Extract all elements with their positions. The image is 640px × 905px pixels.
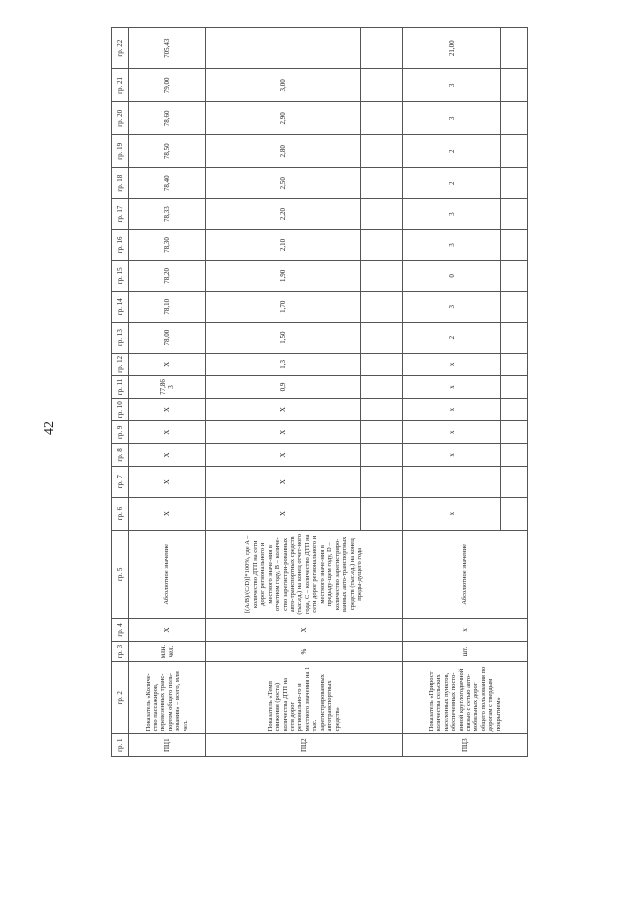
column-header: гр. 5 [112,530,129,619]
table-cell: х [402,619,527,642]
table-cell: х [402,353,500,376]
table-cell: 1,90 [205,260,360,291]
column-header: гр. 21 [112,69,129,102]
table-cell: Х [129,497,206,530]
column-header: гр. 18 [112,168,129,199]
table-row [129,28,206,757]
table-cell: Х [129,421,206,444]
table-cell: Х [205,619,402,642]
column-header: гр. 6 [112,497,129,530]
table-cell: Х [205,398,360,421]
table-cell: % [205,641,402,662]
table-cell: 78,00 [129,322,206,353]
table-cell [501,199,528,230]
table-cell [501,135,528,168]
column-header: гр. 20 [112,102,129,135]
table-cell [360,230,402,261]
table-cell: Х [129,398,206,421]
table-cell: Показатель «Темп снижения (роста) количества ДТП на сети дорог регионально-го и местного значения на 1 тыс. зарегистрированных автотранспортных средств» [205,662,402,734]
table-cell: Х [129,466,206,497]
table-cell: 2 [402,322,500,353]
table-row [402,28,500,757]
table-cell [501,322,528,353]
table-cell: 3 [402,230,500,261]
table-cell [360,444,402,467]
table-cell: ПЦ1 [129,734,206,757]
table-cell: х [402,497,500,530]
column-header: гр. 3 [112,641,129,662]
table-cell: 77,86 3 [129,376,206,399]
table-cell [360,376,402,399]
column-header: гр. 12 [112,353,129,376]
column-header: гр. 2 [112,662,129,734]
table-cell: х [402,421,500,444]
table-cell [360,260,402,291]
table-cell: 1,70 [205,291,360,322]
column-header: гр. 15 [112,260,129,291]
table-cell [360,291,402,322]
indicator-table [111,27,528,757]
table-cell [501,376,528,399]
table-cell [501,260,528,291]
table-cell: Абсолютное значение [402,530,527,619]
column-header: гр. 19 [112,135,129,168]
table-cell: 0,9 [205,376,360,399]
table-cell [501,102,528,135]
header-row [112,28,129,757]
table-cell: 3,00 [205,69,360,102]
table-cell: Х [205,444,360,467]
table-cell: Х [205,466,360,497]
table-cell: 78,10 [129,291,206,322]
table-cell: 2 [402,135,500,168]
column-header: гр. 11 [112,376,129,399]
table-cell: 3 [402,102,500,135]
table-cell [402,466,500,497]
table-cell: 1,50 [205,322,360,353]
table-cell: 78,50 [129,135,206,168]
table-cell: Х [205,421,360,444]
table-cell: 2,20 [205,199,360,230]
table-cell: ПЦ2 [205,734,402,757]
table-cell [205,28,360,69]
rotated-table-container [111,27,528,757]
table-cell: [(A/B)/(C/D)]*100%, где A – количество ДТП на сети дорог регионального и местного значе-ния в отчетном году, B – количе-ство зарегистри-рованных авто-транспортных средств (тыс.ед.) на конец отчет-ного года, C – количество ДТП на сети дорог регионального и местного значе-ния в предыду-щем году, D – количество зарегистриро-ванных авто-транспортных средств (тыс.ед.) на конец преды-дущего года [205,530,402,619]
table-row [205,28,360,757]
table-cell [501,466,528,497]
table-cell: 78,20 [129,260,206,291]
column-header: гр. 1 [112,734,129,757]
table-cell [501,291,528,322]
column-header: гр. 13 [112,322,129,353]
table-cell [501,421,528,444]
column-header: гр. 22 [112,28,129,69]
table-cell: Х [205,497,360,530]
column-header: гр. 14 [112,291,129,322]
column-header: гр. 10 [112,398,129,421]
column-header: гр. 9 [112,421,129,444]
table-cell [360,497,402,530]
table-cell [501,168,528,199]
table-cell: 21,00 [402,28,500,69]
table-cell: 2,90 [205,102,360,135]
table-cell: Абсолютное значение [129,530,206,619]
table-cell: 2,50 [205,168,360,199]
column-header: гр. 16 [112,230,129,261]
table-cell [501,398,528,421]
table-cell [501,230,528,261]
table-cell: 78,33 [129,199,206,230]
table-cell [501,28,528,69]
table-cell: Х [129,353,206,376]
table-cell: Х [129,444,206,467]
table-cell [501,444,528,467]
column-header: гр. 8 [112,444,129,467]
table-cell [360,69,402,102]
table-cell: 1,3 [205,353,360,376]
table-cell [501,353,528,376]
table-cell [360,322,402,353]
table-cell: х [402,398,500,421]
table-cell [360,102,402,135]
column-header: гр. 17 [112,199,129,230]
table-cell: Показатель «Прирост количества сельских населенных пунктов, обеспеченных посто-янной круглогодичной связью с сетью авто-мобильных дорог общего пользования по дорогам с твердым покрытием» [402,662,527,734]
table-cell [360,168,402,199]
table-body [129,28,528,757]
table-cell: 3 [402,291,500,322]
table-cell [360,421,402,444]
table-cell [360,398,402,421]
column-header: гр. 7 [112,466,129,497]
table-cell: 2,10 [205,230,360,261]
table-cell [360,466,402,497]
column-header: гр. 4 [112,619,129,642]
table-cell: шт. [402,641,527,662]
table-cell: 78,40 [129,168,206,199]
table-cell [360,135,402,168]
table-cell: 0 [402,260,500,291]
table-cell: млн. чел. [129,641,206,662]
table-cell: 78,60 [129,102,206,135]
page-number: 42 [42,421,57,435]
table-cell: 705,43 [129,28,206,69]
table-cell [501,497,528,530]
table-cell: 79,00 [129,69,206,102]
table-cell: 3 [402,69,500,102]
table-cell: 78,30 [129,230,206,261]
table-cell: 2,80 [205,135,360,168]
table-cell: 3 [402,199,500,230]
table-cell: Х [129,619,206,642]
table-cell [360,199,402,230]
table-cell: х [402,376,500,399]
table-cell: ПЦ3 [402,734,527,757]
table-cell [360,28,402,69]
table-cell [360,353,402,376]
table-cell [501,69,528,102]
table-cell: х [402,444,500,467]
table-cell: Показатель «Количе-ство пассажиров, перевезенных транс-портом общего поль-зования» – всего, млн чел. [129,662,206,734]
table-cell: 2 [402,168,500,199]
